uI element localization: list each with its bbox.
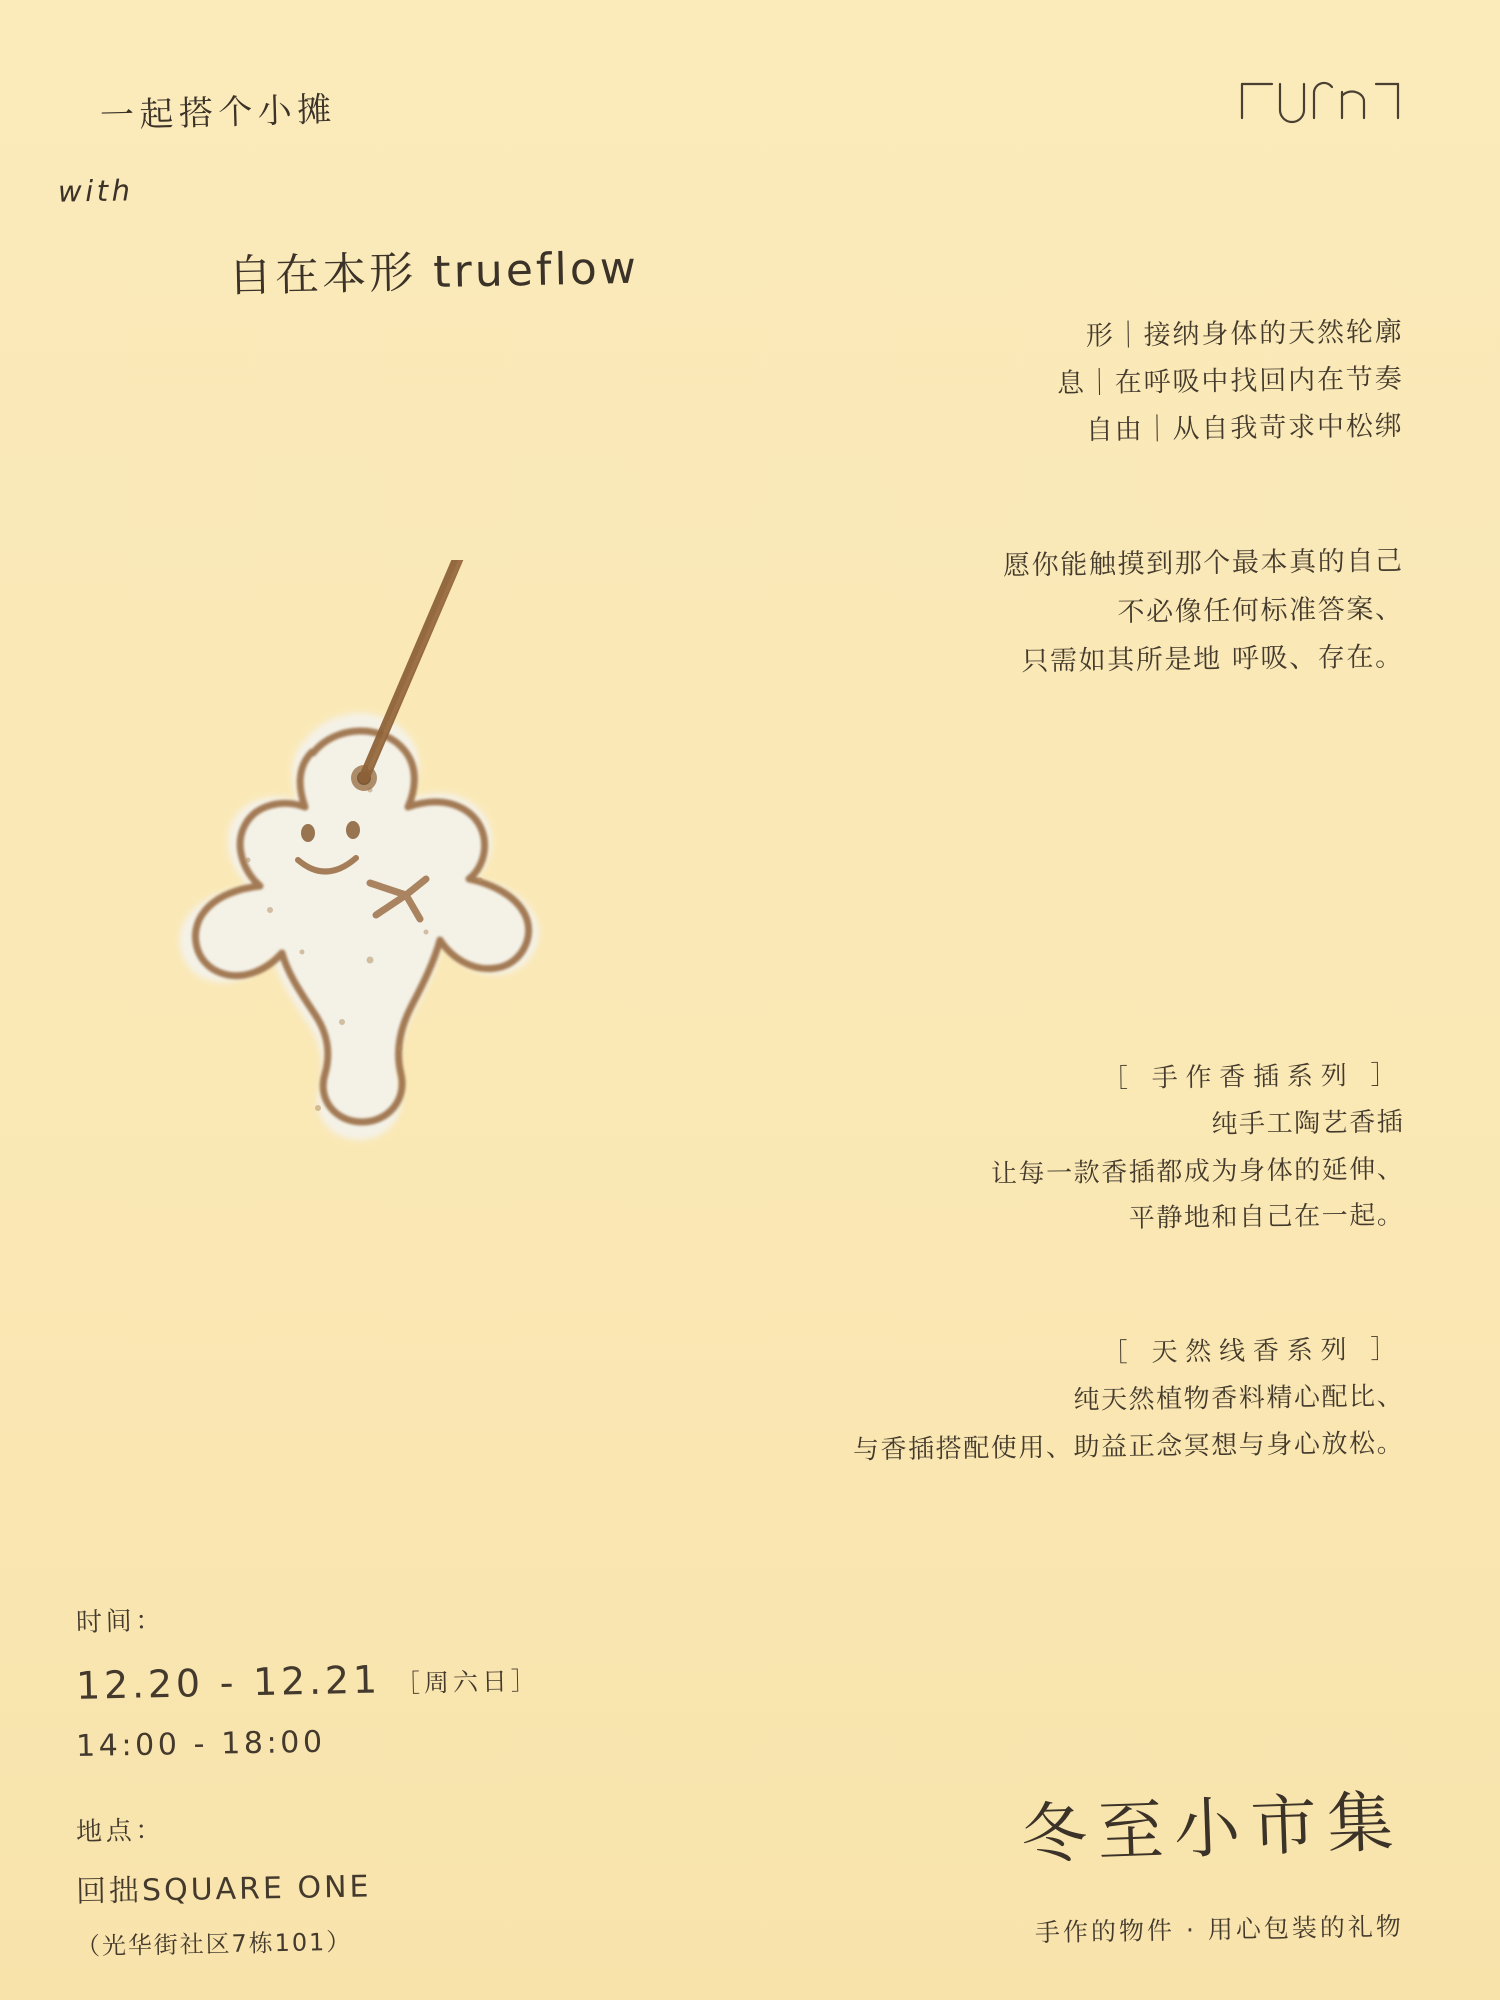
turn-logo-icon xyxy=(1236,78,1404,124)
place-label: 地点： xyxy=(75,1815,166,1848)
product-block-natural-incense xyxy=(853,1330,1404,1470)
event-name: 冬至小市集 xyxy=(1019,1783,1406,1874)
time-label: 时间： xyxy=(75,1605,166,1639)
product-heading: ［ 天然线香系列 ］ xyxy=(1101,1334,1405,1369)
manifesto-line: 自由｜从自我苛求中松绑 xyxy=(1085,410,1405,447)
wish-line: 愿你能触摸到那个最本真的自己 xyxy=(1003,545,1405,582)
title-connector: with xyxy=(57,173,134,209)
product-line: 与香插搭配使用、助益正念冥想与身心放松。 xyxy=(852,1428,1405,1465)
product-line: 纯天然植物香料精心配比、 xyxy=(1073,1381,1405,1416)
wish-block xyxy=(1003,540,1404,684)
ceramic-gingerbread-incense-holder-illustration xyxy=(70,560,720,1300)
time-weekday: ［周六日］ xyxy=(394,1666,541,1699)
time-hours: 14:00 - 18:00 xyxy=(75,1724,326,1765)
time-date xyxy=(75,1648,540,1715)
manifesto-line: 息｜在呼吸中找回内在节奏 xyxy=(1057,363,1405,400)
manifesto-block xyxy=(1039,312,1404,453)
time-date-range: 12.20 - 12.21 xyxy=(75,1657,382,1708)
manifesto-line: 形｜接纳身体的天然轮廓 xyxy=(1085,316,1405,352)
product-block-incense-holder xyxy=(991,1055,1404,1242)
place-venue: 回拙SQUARE ONE xyxy=(75,1869,372,1910)
product-line: 平静地和自己在一起。 xyxy=(1128,1200,1405,1235)
wish-line: 只需如其所是地 呼吸、存在。 xyxy=(1021,641,1405,678)
event-tagline: 手作的物件 · 用心包装的礼物 xyxy=(1034,1911,1405,1947)
time-info xyxy=(76,1598,540,1765)
place-address: （光华街社区7栋101） xyxy=(75,1927,353,1961)
page-title: 一起搭个小摊 xyxy=(99,89,338,137)
product-line: 纯手工陶艺香插 xyxy=(1210,1107,1405,1140)
brand-title: 自在本形 trueflow xyxy=(227,242,640,303)
product-heading: ［ 手作香插系列 ］ xyxy=(1101,1060,1405,1095)
product-line: 让每一款香插都成为身体的延伸、 xyxy=(990,1154,1405,1190)
wish-line: 不必像任何标准答案、 xyxy=(1117,593,1405,629)
place-info xyxy=(76,1810,371,1962)
